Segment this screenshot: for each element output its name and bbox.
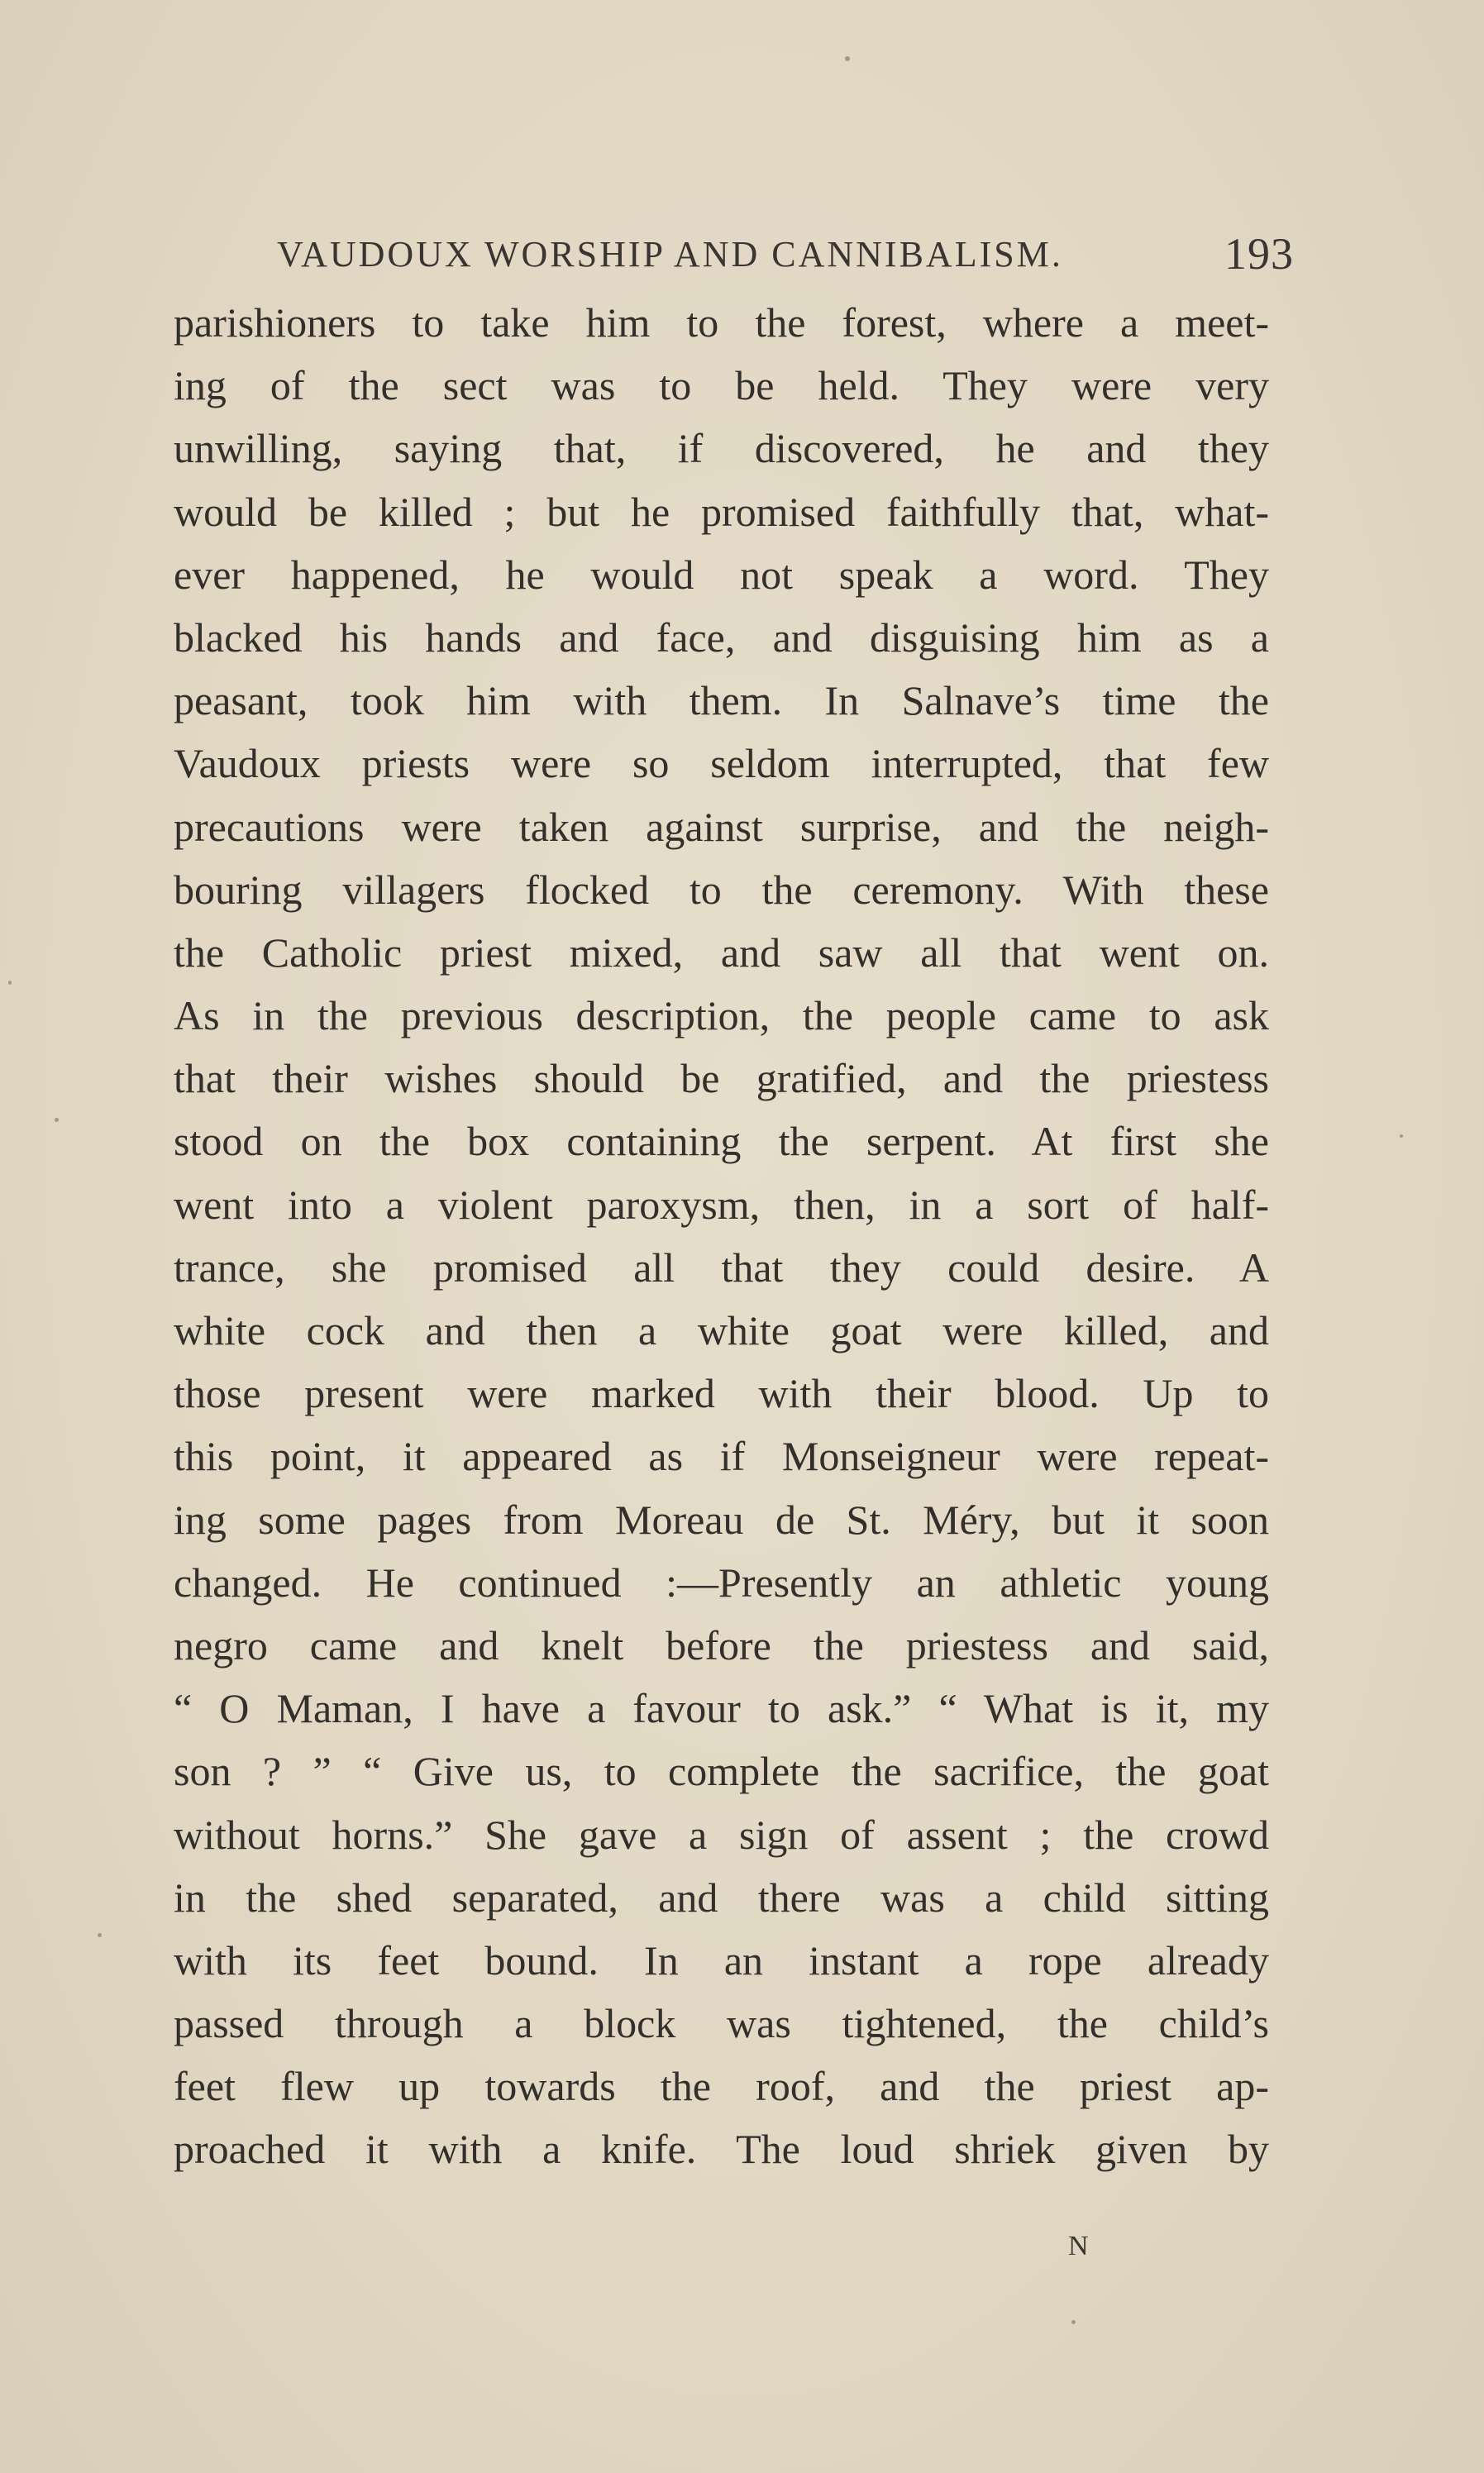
text-line: ever happened, he would not speak a word. They: [174, 551, 1269, 598]
text-line: would be killed ; but he promised faithfully that, what-: [174, 488, 1269, 535]
text-line: Vaudoux priests were so seldom interrupted, that few: [174, 740, 1269, 787]
text-line: ing of the sect was to be held. They were very: [174, 362, 1269, 409]
text-line: “ O Maman, I have a favour to ask.” “ What is it, my: [174, 1685, 1269, 1732]
text-line: precautions were taken against surprise, and the neigh-: [174, 803, 1269, 850]
paper-speck: [98, 1933, 102, 1937]
text-line: went into a violent paroxysm, then, in a sort of half-: [174, 1181, 1269, 1228]
text-line: blacked his hands and face, and disguising him as a: [174, 613, 1269, 661]
text-line: proached it with a knife. The loud shriek given by: [174, 2126, 1269, 2173]
text-line: without horns.” She gave a sign of assent ; the crowd: [174, 1811, 1269, 1858]
paper-speck: [55, 1118, 59, 1122]
text-line: the Catholic priest mixed, and saw all that went on.: [174, 929, 1269, 976]
body-text: [174, 291, 1269, 2181]
paper-speck: [1071, 2320, 1076, 2324]
text-line: white cock and then a white goat were killed, and: [174, 1307, 1269, 1353]
text-line: trance, she promised all that they could desire. A: [174, 1244, 1269, 1291]
signature-mark: N: [1068, 2231, 1089, 2261]
text-line: stood on the box containing the serpent. At first she: [174, 1118, 1269, 1165]
text-line: with its feet bound. In an instant a rope already: [174, 1936, 1269, 1984]
text-line: peasant, took him with them. In Salnave’s time the: [174, 677, 1269, 724]
text-line: that their wishes should be gratified, and the priestess: [174, 1055, 1269, 1102]
text-line: passed through a block was tightened, the child’s: [174, 2000, 1269, 2047]
running-head: [277, 229, 1294, 291]
page-number: 193: [1224, 229, 1294, 279]
paper-speck: [1400, 1134, 1403, 1138]
text-line: parishioners to take him to the forest, where a meet-: [174, 299, 1269, 346]
text-line: As in the previous description, the people came to ask: [174, 992, 1269, 1039]
text-line: negro came and knelt before the priestess and said,: [174, 1621, 1269, 1669]
text-line: bouring villagers flocked to the ceremony. With these: [174, 866, 1269, 913]
text-line: feet flew up towards the roof, and the priest ap-: [174, 2063, 1269, 2110]
text-line: son ? ” “ Give us, to complete the sacrifice, the goat: [174, 1748, 1269, 1795]
text-line: those present were marked with their blood. Up to: [174, 1370, 1269, 1417]
text-line: changed. He continued :—Presently an athletic young: [174, 1559, 1269, 1606]
paper-speck: [8, 981, 12, 985]
text-line: ing some pages from Moreau de St. Méry, but it soon: [174, 1496, 1269, 1543]
text-line: this point, it appeared as if Monseigneur were repeat-: [174, 1433, 1269, 1480]
running-title: VAUDOUX WORSHIP AND CANNIBALISM.: [277, 234, 1063, 275]
paper-speck: [845, 56, 850, 61]
text-line: in the shed separated, and there was a child sitting: [174, 1874, 1269, 1921]
text-line: unwilling, saying that, if discovered, he and they: [174, 425, 1269, 472]
